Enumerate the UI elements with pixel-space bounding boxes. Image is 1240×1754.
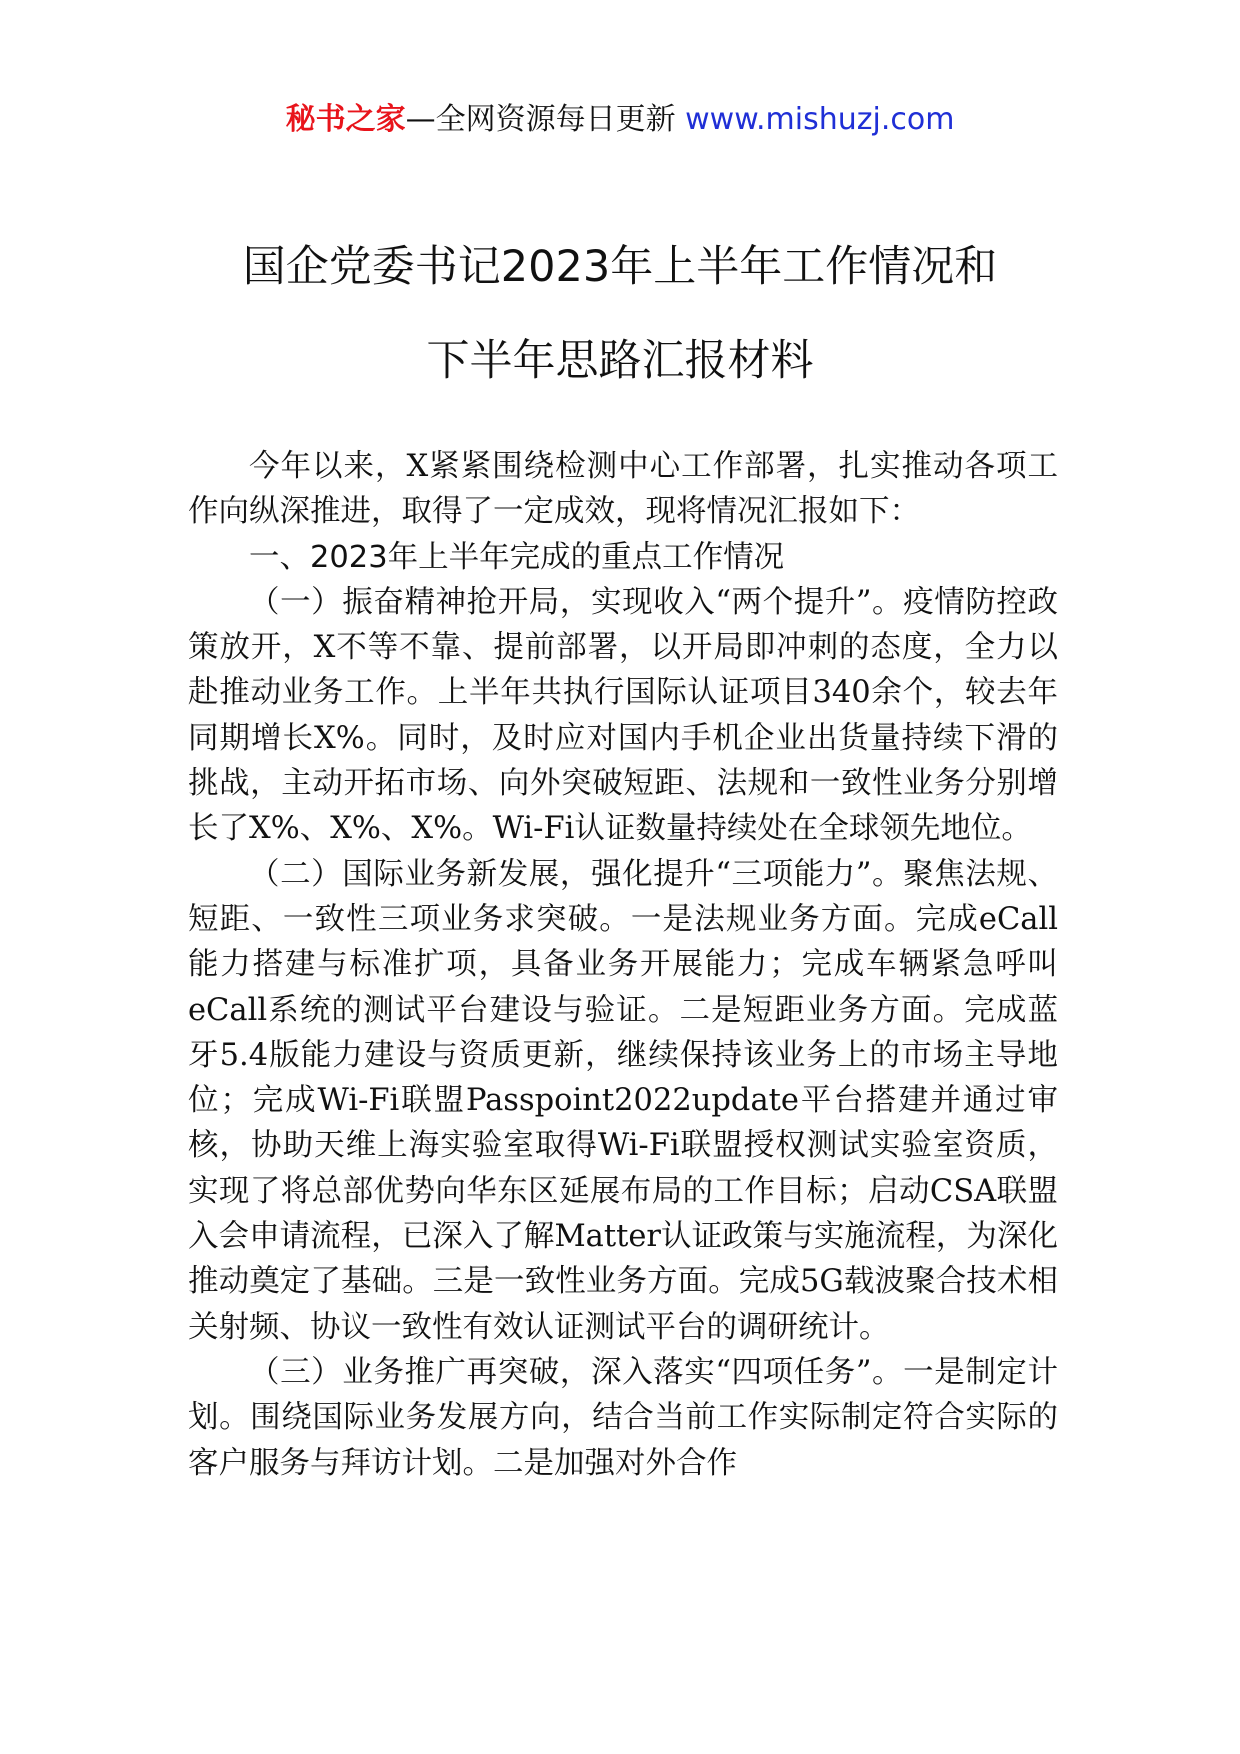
title-line-1: 国企党委书记2023年上半年工作情况和 bbox=[242, 242, 998, 292]
document-title bbox=[150, 220, 1090, 408]
title-line-2: 下半年思路汇报材料 bbox=[426, 336, 814, 386]
site-url-link[interactable]: www.mishuzj.com bbox=[685, 102, 955, 137]
paragraph-subsection-2: （二）国际业务新发展，强化提升“三项能力”。聚焦法规、短距、一致性三项业务求突破。一是法规业务方面。完成eCall能力搭建与标准扩项，具备业务开展能力；完成车辆紧急呼叫eCall系统的测试平台建设与验证。二是短距业务方面。完成蓝牙5.4版能力建设与资质更新，继续保持该业务上的市场主导地位；完成Wi-Fi联盟Passpoint2022update平台搭建并通过审核，协助天维上海实验室取得Wi-Fi联盟授权测试实验室资质，实现了将总部优势向华东区延展布局的工作目标；启动CSA联盟入会申请流程，已深入了解Matter认证政策与实施流程，为深化推动奠定了基础。三是一致性业务方面。完成5G载波聚合技术相关射频、协议一致性有效认证测试平台的调研统计。 bbox=[188, 856, 1058, 1345]
site-slogan: —全网资源每日更新 bbox=[405, 102, 676, 137]
paragraph-subsection-3: （三）业务推广再突破，深入落实“四项任务”。一是制定计划。围绕国际业务发展方向，结合当前工作实际制定符合实际的客户服务与拜访计划。二是加强对外合作 bbox=[188, 1354, 1058, 1481]
site-header bbox=[0, 100, 1240, 140]
site-brand: 秘书之家 bbox=[285, 102, 406, 137]
document-body bbox=[188, 444, 1058, 1486]
intro-paragraph: 今年以来，X紧紧围绕检测中心工作部署，扎实推动各项工作向纵深推进，取得了一定成效，现将情况汇报如下： bbox=[188, 449, 1058, 530]
paragraph-subsection-1: （一）振奋精神抢开局，实现收入“两个提升”。疫情防控政策放开，X不等不靠、提前部署，以开局即冲刺的态度，全力以赴推动业务工作。上半年共执行国际认证项目340余个，较去年同期增长X%。同时，及时应对国内手机企业出货量持续下滑的挑战，主动开拓市场、向外突破短距、法规和一致性业务分别增长了X%、X%、X%。Wi-Fi认证数量持续处在全球领先地位。 bbox=[188, 584, 1058, 847]
section-heading-1: 一、2023年上半年完成的重点工作情况 bbox=[249, 539, 785, 575]
